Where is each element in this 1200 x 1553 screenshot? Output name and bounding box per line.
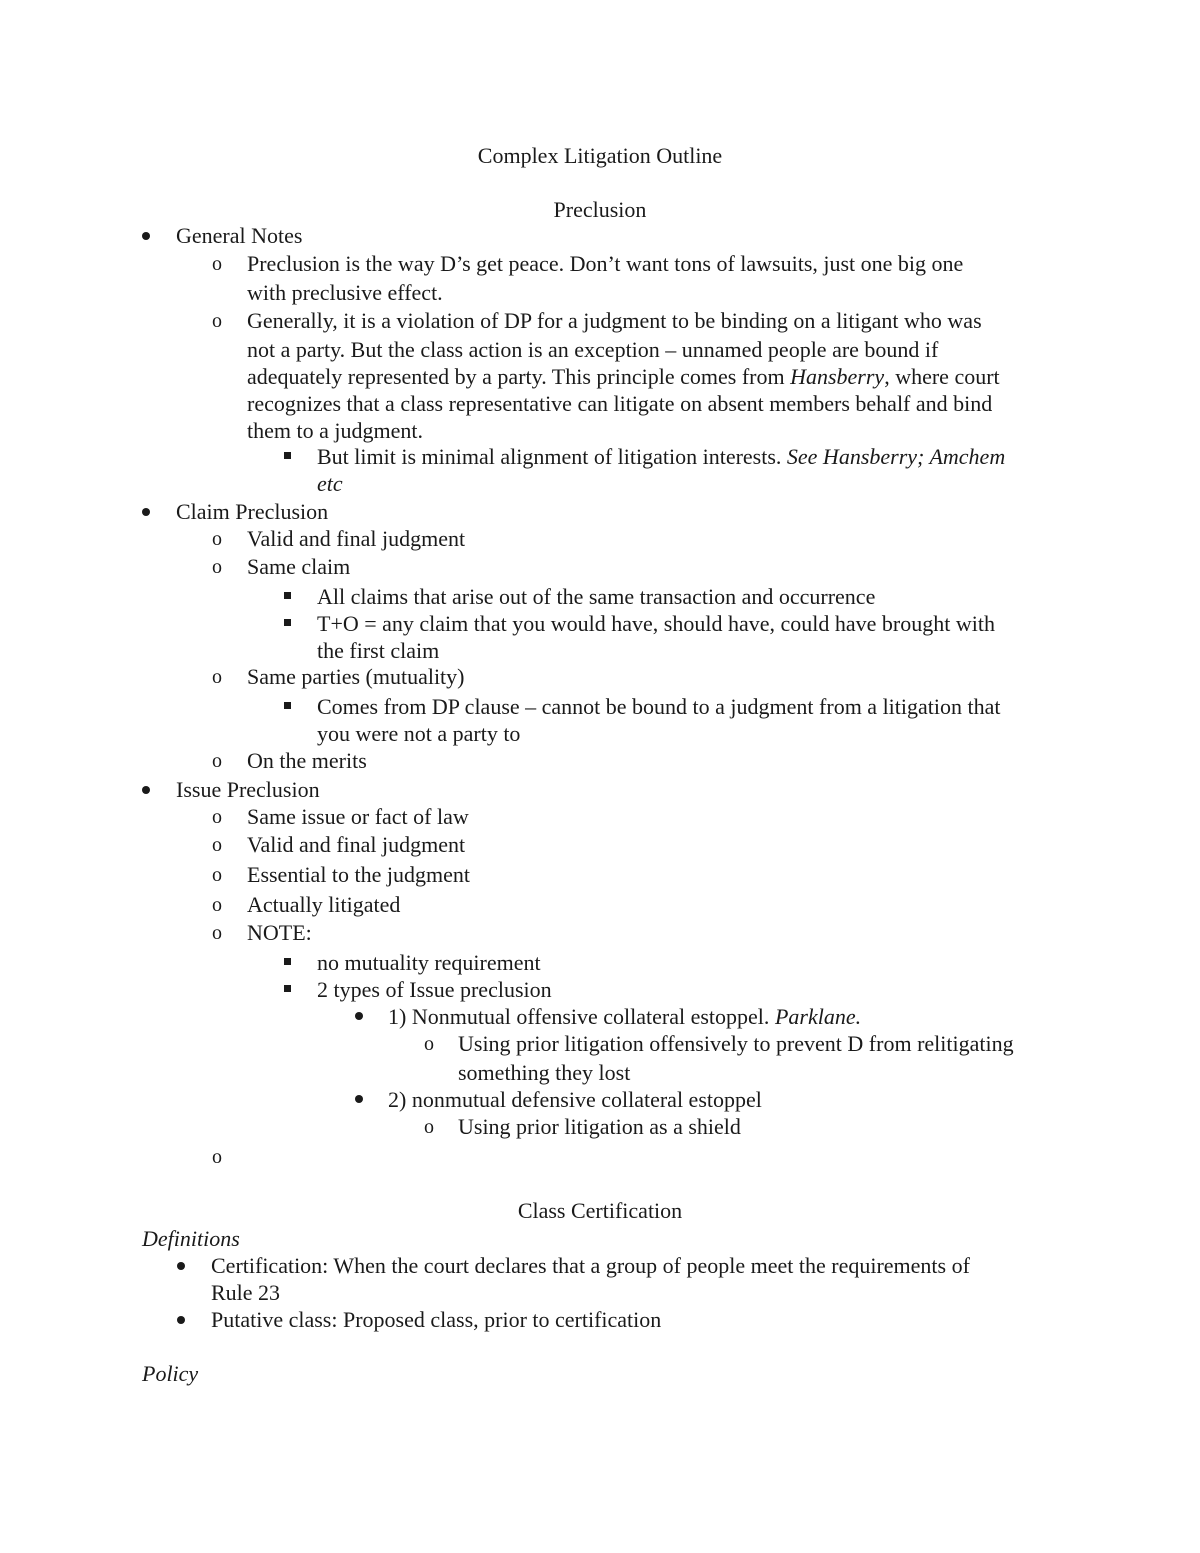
general-note-2-line3: adequately represented by a party. This principle comes from Hansberry, where court	[247, 364, 1000, 389]
circle-bullet-icon: o	[212, 834, 222, 856]
circle-bullet-icon: o	[212, 864, 222, 886]
empty-circle-bullet-icon: o	[212, 1146, 222, 1168]
general-notes-label: General Notes	[176, 223, 303, 248]
bullet-dot-icon	[177, 1262, 185, 1270]
issue-item-2: Valid and final judgment	[247, 832, 466, 857]
same-claim-sub1: All claims that arise out of the same transaction and occurrence	[317, 584, 876, 609]
case-citations: See Hansberry; Amchem	[786, 444, 1006, 469]
circle-bullet-icon: o	[212, 253, 222, 275]
issue-type-2-sub: Using prior litigation as a shield	[458, 1114, 741, 1139]
claim-same-claim: Same claim	[247, 554, 351, 579]
claim-on-merits: On the merits	[247, 748, 367, 773]
general-note-2-line1: Generally, it is a violation of DP for a judgment to be binding on a litigant who was	[247, 308, 982, 333]
circle-bullet-icon: o	[212, 528, 222, 550]
general-note-1-line2: with preclusive effect.	[247, 280, 443, 305]
note-sub-1: no mutuality requirement	[317, 950, 541, 975]
square-bullet-icon	[284, 619, 291, 626]
issue-type-2: 2) nonmutual defensive collateral estoppel	[388, 1087, 762, 1112]
general-note-2-sub-line1: But limit is minimal alignment of litigation interests. See Hansberry; Amchem	[317, 444, 1006, 469]
issue-item-1: Same issue or fact of law	[247, 804, 469, 829]
square-bullet-icon	[284, 702, 291, 709]
document-title: Complex Litigation Outline	[477, 143, 723, 168]
general-note-2-line4: recognizes that a class representative can litigate on absent members behalf and bind	[247, 391, 993, 416]
circle-bullet-icon: o	[212, 922, 222, 944]
issue-type-1-sub-line1: Using prior litigation offensively to prevent D from relitigating	[458, 1031, 1014, 1056]
square-bullet-icon	[284, 985, 291, 992]
same-claim-sub2-line2: the first claim	[317, 638, 440, 663]
circle-bullet-icon: o	[212, 666, 222, 688]
class-certification-heading: Class Certification	[517, 1198, 683, 1223]
same-parties-sub1-line1: Comes from DP clause – cannot be bound to a judgment from a litigation that	[317, 694, 1001, 719]
definitions-label: Definitions	[142, 1226, 240, 1251]
circle-bullet-icon: o	[212, 750, 222, 772]
circle-bullet-icon: o	[424, 1033, 434, 1055]
circle-bullet-icon: o	[212, 310, 222, 332]
issue-item-note: NOTE:	[247, 920, 312, 945]
general-note-2-line5: them to a judgment.	[247, 418, 423, 443]
bullet-dot-icon	[142, 232, 150, 240]
claim-preclusion-label: Claim Preclusion	[176, 499, 329, 524]
general-note-1-line1: Preclusion is the way D’s get peace. Don’t want tons of lawsuits, just one big one	[247, 251, 964, 276]
bullet-dot-icon	[355, 1012, 363, 1020]
square-bullet-icon	[284, 592, 291, 599]
same-claim-sub2-line1: T+O = any claim that you would have, should have, could have brought with	[317, 611, 995, 636]
same-parties-sub1-line2: you were not a party to	[317, 721, 521, 746]
bullet-dot-icon	[177, 1316, 185, 1324]
issue-type-1-sub-line2: something they lost	[458, 1060, 631, 1085]
case-name-parklane: Parklane.	[774, 1004, 862, 1029]
claim-same-parties: Same parties (mutuality)	[247, 664, 465, 689]
square-bullet-icon	[284, 958, 291, 965]
claim-valid-judgment: Valid and final judgment	[247, 526, 466, 551]
note-sub-2: 2 types of Issue preclusion	[317, 977, 552, 1002]
circle-bullet-icon: o	[424, 1116, 434, 1138]
case-name-hansberry: Hansberry	[790, 364, 885, 389]
circle-bullet-icon: o	[212, 806, 222, 828]
bullet-dot-icon	[142, 786, 150, 794]
definition-1-line2: Rule 23	[211, 1280, 281, 1305]
definition-1-line1: Certification: When the court declares that a group of people meet the requirements of	[211, 1253, 970, 1278]
bullet-dot-icon	[355, 1095, 363, 1103]
general-note-2-line2: not a party. But the class action is an exception – unnamed people are bound if	[247, 337, 939, 362]
circle-bullet-icon: o	[212, 556, 222, 578]
square-bullet-icon	[284, 452, 291, 459]
issue-preclusion-label: Issue Preclusion	[176, 777, 320, 802]
bullet-dot-icon	[142, 508, 150, 516]
policy-label: Policy	[142, 1361, 199, 1386]
preclusion-heading: Preclusion	[553, 197, 647, 222]
issue-item-4: Actually litigated	[247, 892, 401, 917]
circle-bullet-icon: o	[212, 894, 222, 916]
issue-type-1: 1) Nonmutual offensive collateral estoppel. Parklane.	[388, 1004, 862, 1029]
issue-item-3: Essential to the judgment	[247, 862, 471, 887]
definition-2: Putative class: Proposed class, prior to certification	[211, 1307, 662, 1332]
general-note-2-sub-line2: etc	[317, 471, 343, 496]
